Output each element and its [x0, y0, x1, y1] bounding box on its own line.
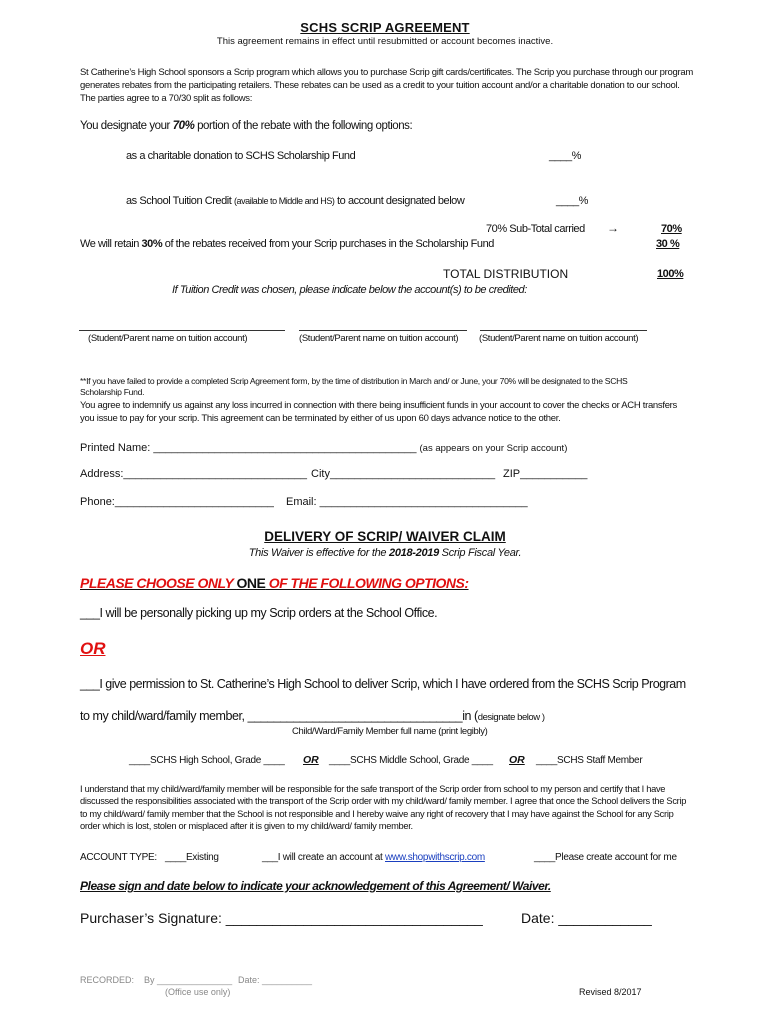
or-label-2: OR — [509, 754, 525, 766]
city-field[interactable]: City___________________________ — [311, 468, 496, 480]
account-caption-1: (Student/Parent name on tuition account) — [88, 333, 248, 344]
recorded-label: RECORDED: — [80, 975, 135, 985]
intro-paragraph: St Catherine’s High School sponsors a Scrip program which allows you to purchase Scrip gift cards/certificates. The Scrip you purchase through our program generates rebates from the participating retailers. These rebates can be used as a credit to your tuition account and/or a charitable donation to our school. The parties agree to a 70/30 split as follows: — [80, 67, 693, 104]
email-field[interactable]: Email: __________________________________ — [286, 496, 528, 508]
shopwithscrip-link[interactable]: www.shopwithscrip.com — [385, 852, 485, 863]
choose-one-heading: PLEASE CHOOSE ONLY ONE OF THE FOLLOWING OPTIONS: — [80, 575, 469, 591]
account-existing-option[interactable]: ____Existing — [165, 852, 219, 863]
or-label-1: OR — [303, 754, 319, 766]
pickup-option[interactable]: ___I will be personally picking up my Scrip orders at the School Office. — [80, 606, 438, 620]
tuition-percent-field[interactable]: ____% — [556, 195, 589, 207]
child-name-caption: Child/Ward/Family Member full name (print legibly) — [292, 726, 488, 737]
printed-name-row[interactable]: Printed Name: ___________________________________________ (as appears on your Scrip account) — [80, 442, 568, 454]
zip-field[interactable]: ZIP___________ — [503, 468, 588, 480]
waiver-effective-note: This Waiver is effective for the 2018-2019 Scrip Fiscal Year. — [248, 547, 522, 559]
address-field[interactable]: Address:______________________________ — [80, 468, 307, 480]
account-type-label: ACCOUNT TYPE: — [80, 852, 157, 863]
sign-prompt: Please sign and date below to indicate your acknowledgement of this Agreement/ Waiver. — [80, 879, 551, 893]
tuition-credit-note: If Tuition Credit was chosen, please indicate below the account(s) to be credited: — [172, 284, 527, 296]
designate-line: You designate your 70% portion of the rebate with the following options: — [80, 120, 413, 132]
retain-line: We will retain 30% of the rebates received from your Scrip purchases in the Scholarship Fund — [80, 238, 494, 250]
charity-option-label: as a charitable donation to SCHS Scholarship Fund — [126, 150, 356, 162]
understand-paragraph: I understand that my child/ward/family member will be responsible for the safe transport of the Scrip order from school to my person and certify that I have discussed the responsibilities associated with the transport of the Scrip order with my child/ward/ family member. I agree that once the School delivers the Scrip to my child/ward/ family member that the School is not responsible and I hereby waive any right of recovery that I may have against the School for any Scrip order which is lost, stolen or misplaced after it is given to my child/ward/ family member. — [80, 784, 687, 832]
account-caption-3: (Student/Parent name on tuition account) — [479, 333, 639, 344]
arrow-icon: → — [607, 221, 619, 235]
signature-date-field[interactable]: Date: ____________ — [521, 910, 652, 926]
total-value: 100% — [657, 268, 684, 280]
subtotal-value: 70% — [661, 223, 682, 235]
staff-member-option[interactable]: ____SCHS Staff Member — [536, 755, 643, 766]
account-line-1[interactable] — [79, 330, 285, 331]
child-name-row[interactable]: to my child/ward/family member, _________________________________in (designate below ) — [80, 709, 545, 723]
delivery-title: DELIVERY OF SCRIP/ WAIVER CLAIM — [264, 529, 506, 544]
school-middle-option[interactable]: ____SCHS Middle School, Grade ____ — [329, 755, 493, 766]
charity-percent-field[interactable]: ____% — [549, 150, 582, 162]
subtotal-label: 70% Sub-Total carried — [486, 223, 585, 235]
revised-date: Revised 8/2017 — [579, 987, 642, 997]
retain-value: 30 % — [656, 238, 680, 250]
tuition-option-label: as School Tuition Credit (available to Middle and HS) to account designated below — [126, 195, 465, 207]
footnote: **If you have failed to provide a completed Scrip Agreement form, by the time of distribution in March and/ or June, your 70% will be designated to the SCHS Scholarship Fund. — [80, 376, 628, 397]
indemnify-paragraph: You agree to indemnify us against any loss incurred in connection with there being insufficient funds in your account to cover the checks or ACH transfers you issue to pay for your scrip. This agreement can be terminated by either of us upon 60 days advance notice to the other. — [80, 400, 677, 424]
school-high-option[interactable]: ____SCHS High School, Grade ____ — [129, 755, 285, 766]
office-use-note: (Office use only) — [165, 987, 231, 997]
deliver-option[interactable]: ___I give permission to St. Catherine’s High School to deliver Scrip, which I have ordered from the SCHS Scrip Program — [80, 677, 686, 691]
account-line-2[interactable] — [299, 330, 467, 331]
total-label: TOTAL DISTRIBUTION — [443, 267, 569, 281]
account-create-option[interactable]: ___I will create an account at www.shopwithscrip.com — [262, 852, 485, 863]
account-line-3[interactable] — [480, 330, 647, 331]
page-subtitle: This agreement remains in effect until resubmitted or account becomes inactive. — [216, 36, 554, 47]
page-title: SCHS SCRIP AGREEMENT — [300, 20, 470, 35]
phone-field[interactable]: Phone:__________________________ — [80, 496, 274, 508]
account-caption-2: (Student/Parent name on tuition account) — [299, 333, 459, 344]
purchaser-signature-field[interactable]: Purchaser’s Signature: _________________________________ — [80, 910, 483, 926]
recorded-date-field: Date: __________ — [238, 975, 313, 985]
or-heading: OR — [80, 639, 106, 658]
recorded-by-field: By _______________ — [144, 975, 233, 985]
please-create-option[interactable]: ____Please create account for me — [534, 852, 677, 863]
